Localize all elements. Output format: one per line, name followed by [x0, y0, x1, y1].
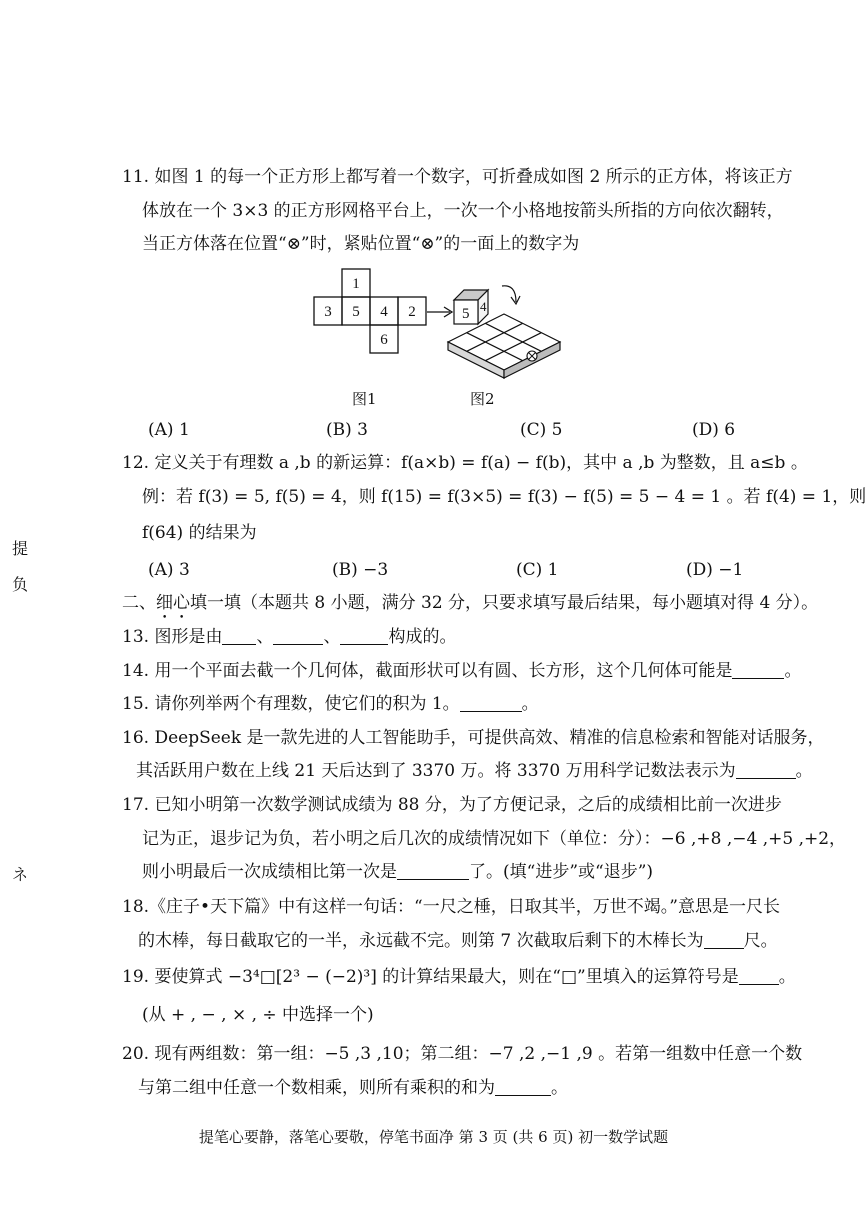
q13-text-a: 13. 图形是由	[122, 627, 223, 647]
q19-line-1	[122, 966, 796, 988]
net-face-center-2: 4	[380, 304, 388, 320]
q12-option-b: (B) −3	[332, 560, 389, 580]
section-2-prefix: 二、	[122, 593, 156, 613]
q19-end: 。	[778, 967, 796, 987]
net-face-center-1: 5	[352, 304, 360, 320]
q18-blank[interactable]	[704, 932, 744, 949]
q17-text-a: 则小明最后一次成绩相比第一次是	[142, 862, 397, 882]
q13-sep-2: 、	[323, 627, 341, 647]
q18-text: 的木棒，每日截取它的一半，永远截不完。则第 7 次截取后剩下的木棒长为	[138, 931, 704, 951]
q14-text: 14. 用一个平面去截一个几何体，截面形状可以有圆、长方形，这个几何体可能是	[122, 661, 733, 681]
q19-line-2: (从 + , − , × , ÷ 中选择一个)	[142, 1005, 374, 1025]
q18-line-2	[138, 930, 778, 952]
q19-blank[interactable]	[739, 968, 779, 985]
q13-sep-1: 、	[256, 627, 274, 647]
q12-line-1: 12. 定义关于有理数 a ,b 的新运算：f(a×b) = f(a) − f(b)，其中 a ,b 为整数，且 a≤b 。	[122, 453, 808, 473]
section-2-instructions: 填一填（本题共 8 小题，满分 32 分，只要求填写最后结果，每小题填对得 4 分）。	[190, 593, 819, 613]
q16-text: 其活跃用户数在上线 21 天后达到了 3370 万。将 3370 万用科学记数法表示为	[136, 761, 736, 781]
page-footer: 提笔心要静，落笔心要敬，停笔书面净 第 3 页 (共 6 页) 初一数学试题	[198, 1128, 669, 1146]
net-face-top: 1	[352, 276, 360, 292]
q11-line-3: 当正方体落在位置“⊗”时，紧贴位置“⊗”的一面上的数字为	[142, 234, 580, 254]
q17-blank[interactable]	[397, 863, 469, 880]
q20-text: 与第二组中任意一个数相乘，则所有乘积的和为	[138, 1078, 495, 1098]
q20-line-2	[138, 1077, 568, 1099]
q11-line-1: 11. 如图 1 的每一个正方形上都写着一个数字，可折叠成如图 2 所示的正方体，将该正方	[122, 167, 793, 187]
q19-text-a: 19. 要使算式 −3⁴	[122, 967, 260, 987]
q17-line-3	[142, 861, 653, 883]
q19-operator-box: □	[259, 967, 276, 987]
q17-text-b: 了。(填“进步”或“退步”)	[469, 862, 654, 882]
net-face-left: 3	[324, 304, 332, 320]
cube-front-number: 5	[462, 306, 470, 322]
q17-line-2: 记为正，退步记为负，若小明之后几次的成绩情况如下（单位：分）：−6 ,+8 ,−4 ,+5 ,+2，	[142, 829, 847, 849]
q12-option-d: (D) −1	[686, 560, 744, 580]
q11-line-2: 体放在一个 3×3 的正方形网格平台上，一次一个小格地按箭头所指的方向依次翻转，	[142, 201, 784, 221]
target-mark-icon	[527, 351, 537, 361]
q15-line	[122, 693, 539, 715]
q17-line-1: 17. 已知小明第一次数学测试成绩为 88 分，为了方便记录，之后的成绩相比前一次进步	[122, 795, 782, 815]
margin-mark-1: 提	[12, 539, 29, 558]
margin-mark-2: 负	[12, 575, 29, 594]
figure-2-label: 图2	[470, 390, 495, 408]
q15-text: 15. 请你列举两个有理数，使它们的积为 1。	[122, 694, 460, 714]
q12-line-3: f(64) 的结果为	[142, 523, 257, 543]
q13-line	[122, 626, 456, 648]
q20-blank[interactable]	[495, 1079, 551, 1096]
q16-line-2	[136, 760, 813, 782]
q18-line-1: 18.《庄子•天下篇》中有这样一句话：“一尺之棰，日取其半，万世不竭。”意思是一尺长	[122, 897, 780, 917]
q16-blank[interactable]	[736, 762, 796, 779]
cube-side-number: 4	[480, 299, 487, 314]
q12-option-c: (C) 1	[516, 560, 559, 580]
q11-option-c: (C) 5	[520, 420, 563, 440]
q20-line-1: 20. 现有两组数：第一组：−5 ,3 ,10；第二组：−7 ,2 ,−1 ,9 。若第一组数中任意一个数	[122, 1044, 803, 1064]
q11-option-b: (B) 3	[326, 420, 368, 440]
q11-option-d: (D) 6	[692, 420, 736, 440]
q15-end: 。	[521, 694, 539, 714]
q12-option-a: (A) 3	[148, 560, 190, 580]
q13-blank-3[interactable]	[340, 628, 388, 645]
q20-end: 。	[551, 1078, 568, 1098]
q13-text-d: 构成的。	[388, 627, 457, 647]
q13-blank-2[interactable]	[273, 628, 323, 645]
figure-2-cube-on-grid	[440, 276, 570, 391]
q13-blank-1[interactable]	[222, 628, 256, 645]
q14-end: 。	[784, 661, 802, 681]
section-2-emphasis: 细心	[156, 593, 190, 613]
q19-text-c: 的计算结果最大，则在“□”里填入的运算符号是	[376, 967, 739, 987]
net-face-bottom: 6	[380, 332, 388, 348]
q16-line-1: 16. DeepSeek 是一款先进的人工智能助手，可提供高效、精准的信息检索和智能对话服务，	[122, 728, 825, 748]
net-face-right: 2	[408, 304, 416, 320]
q18-end: 尺。	[743, 931, 778, 951]
section-2-heading	[122, 592, 818, 623]
q19-bracket-expression: [2³ − (−2)³]	[275, 967, 377, 987]
q14-line	[122, 660, 801, 682]
q11-option-a: (A) 1	[148, 420, 190, 440]
q16-end: 。	[795, 761, 813, 781]
q15-blank[interactable]	[460, 695, 522, 712]
q12-line-2: 例：若 f(3) = 5, f(5) = 4，则 f(15) = f(3×5) = f(3) − f(5) = 5 − 4 = 1 。若 f(4) = 1，则	[142, 487, 867, 507]
figure-1-cube-net	[308, 266, 428, 356]
figure-1-label: 图1	[352, 390, 377, 408]
q14-blank[interactable]	[732, 662, 784, 679]
margin-mark-3: ネ	[12, 865, 29, 884]
